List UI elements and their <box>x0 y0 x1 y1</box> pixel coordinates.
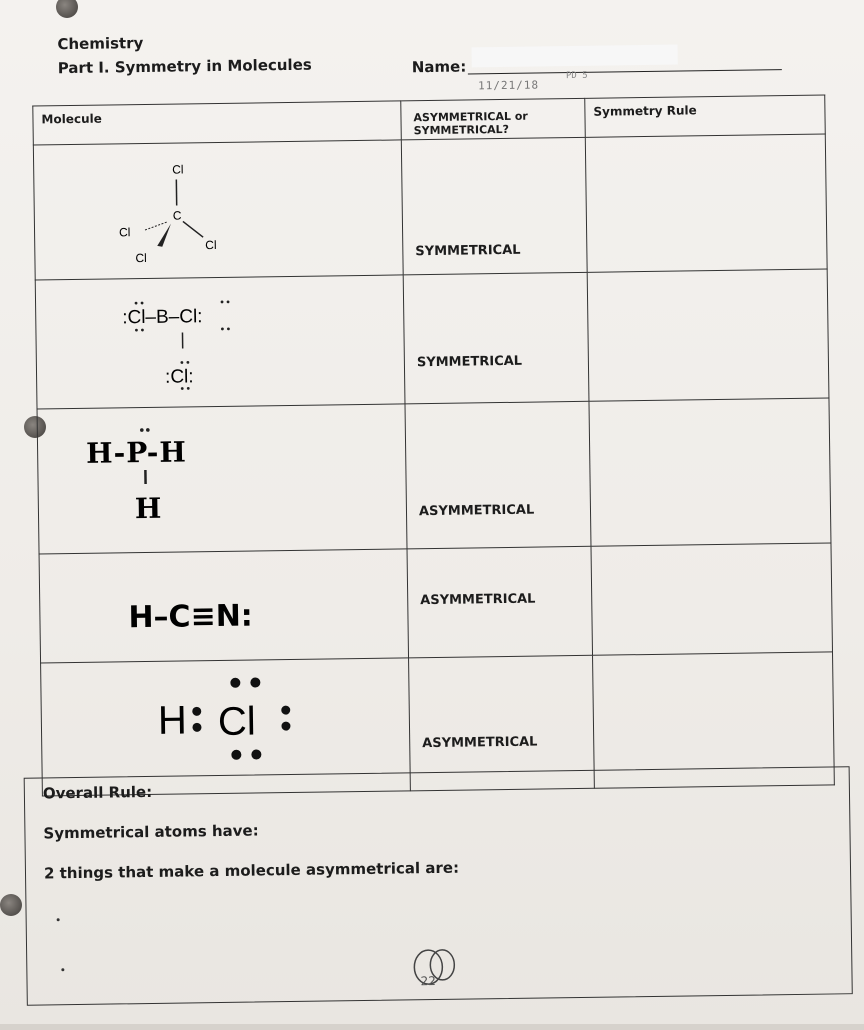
bullet-dot <box>61 968 64 971</box>
page-number: 22 <box>420 974 435 988</box>
answer-column-header: ASYMMETRICAL or SYMMETRICAL? <box>401 98 586 140</box>
hcn-formula: H–C≡N: <box>128 599 253 636</box>
wedge-bond <box>157 224 171 247</box>
handwritten-date: 11/21/18 <box>478 78 539 92</box>
answer-text: ASYMMETRICAL <box>420 592 535 609</box>
table-row <box>33 134 827 280</box>
atom-cl: Cl <box>218 699 256 744</box>
atom-cl-bottom: Cl <box>135 251 147 265</box>
rule-cell[interactable] <box>587 269 829 401</box>
table-row <box>37 398 831 554</box>
bond-line <box>183 221 203 237</box>
molecule-cell-hcn <box>39 549 408 663</box>
answer-cell[interactable] <box>401 137 587 275</box>
answer-cell[interactable] <box>407 546 593 658</box>
rule-cell[interactable] <box>589 398 831 546</box>
bcl3-line2: :Cl: <box>165 366 194 387</box>
ph3-structure <box>38 404 408 549</box>
atom-c-center: C <box>173 208 182 222</box>
answer-text: ASYMMETRICAL <box>422 735 537 752</box>
answer-text: SYMMETRICAL <box>415 243 520 259</box>
name-redaction <box>472 45 678 68</box>
molecule-cell-ccl4 <box>33 140 403 280</box>
molecule-column-header: Molecule <box>33 101 402 145</box>
page-number-doodle <box>408 945 469 990</box>
answer-text: ASYMMETRICAL <box>419 503 534 520</box>
atom-cl-top: Cl <box>172 162 184 176</box>
page-title: Chemistry <box>57 34 143 53</box>
rule-cell[interactable] <box>585 134 827 272</box>
hcl-structure <box>41 658 411 791</box>
handwritten-period: PD 5 <box>566 71 588 81</box>
bcl3-line1: :Cl–B–Cl: <box>122 306 203 328</box>
table-row <box>39 543 832 663</box>
ph3-line2: H <box>135 492 162 525</box>
atom-cl-left: Cl <box>119 225 131 239</box>
molecule-cell-ph3 <box>37 404 407 554</box>
symmetry-table <box>32 94 835 796</box>
ph3-line1: H-P-H <box>86 435 187 469</box>
answer-cell[interactable] <box>403 272 589 404</box>
rule-column-header: Symmetry Rule <box>585 95 826 137</box>
overall-rule-heading: Overall Rule: <box>43 783 153 803</box>
bcl3-structure <box>36 275 406 404</box>
hashed-bond <box>145 222 168 230</box>
rule-cell[interactable] <box>591 543 832 655</box>
name-field-line[interactable] <box>468 69 782 74</box>
molecule-cell-bcl3 <box>35 275 405 409</box>
hcn-structure <box>40 549 409 658</box>
bullet-dot <box>57 918 60 921</box>
table-row <box>35 269 829 409</box>
asymmetrical-prompt: 2 things that make a molecule asymmetrical are: <box>44 859 459 883</box>
answer-cell[interactable] <box>405 401 591 549</box>
answer-text: SYMMETRICAL <box>417 354 522 370</box>
worksheet <box>1 0 864 1030</box>
atom-h: H <box>158 698 188 742</box>
page-subtitle: Part I. Symmetry in Molecules <box>58 56 312 78</box>
name-label: Name: <box>412 57 467 76</box>
lone-pair-dots <box>140 428 150 432</box>
atom-cl-right: Cl <box>205 238 217 252</box>
symmetrical-atoms-prompt: Symmetrical atoms have: <box>43 821 258 842</box>
ccl4-structure <box>34 140 404 275</box>
